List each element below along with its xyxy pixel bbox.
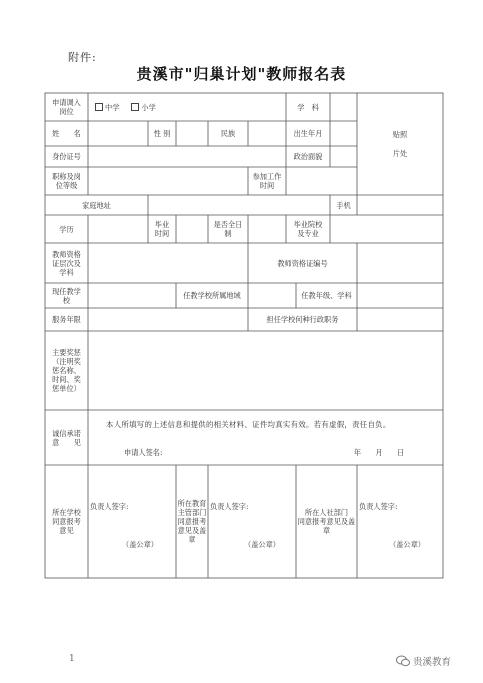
education-field[interactable] (88, 215, 148, 243)
current-school-label: 现任教学 校 (52, 286, 81, 305)
gender-field[interactable] (176, 121, 208, 146)
political-field[interactable] (330, 146, 357, 167)
date-label: 年 月 日 (353, 447, 405, 457)
cert-level-field[interactable] (88, 243, 248, 283)
leader-sign-school: 负责人签字: (90, 501, 129, 511)
school-opinion-label: 所在学校 同意报考 意见 (52, 508, 81, 535)
name-field[interactable] (88, 121, 148, 146)
leader-sign-hr: 负责人签字: (359, 501, 398, 511)
subject-field[interactable] (330, 93, 357, 121)
school-area-label: 任教学校所属地域 (183, 291, 241, 300)
attachment-label: 附件: (68, 51, 97, 64)
subject-label: 学 科 (297, 102, 319, 112)
school-opinion-field[interactable] (88, 465, 176, 578)
name-label: 姓 名 (52, 129, 81, 138)
admin-post-label: 担任学校何种行政职务 (266, 315, 339, 324)
address-field[interactable] (148, 195, 330, 215)
gender-label: 性 别 (153, 129, 171, 138)
middle-school-option-label: 中学 (105, 102, 120, 112)
address-label: 家庭地址 (82, 200, 111, 210)
cert-no-label: 教师资格证编号 (277, 258, 328, 268)
bureau-opinion-field[interactable] (208, 465, 296, 578)
grade-subject-label: 任教年级、学科 (301, 291, 352, 300)
cert-no-field[interactable] (357, 243, 443, 283)
applicant-sign-field[interactable] (184, 446, 344, 458)
applicant-sign-label: 申请人签名: (124, 447, 163, 457)
integrity-statement: 本人所填写的上述信息和提供的相关材料、证件均真实有效。若有虚假，责任自负。 (106, 420, 391, 429)
primary-school-option-label: 小学 (141, 102, 156, 112)
phone-label: 手机 (336, 200, 351, 210)
birth-field[interactable] (330, 121, 357, 146)
service-years-label: 服务年限 (52, 315, 81, 324)
leader-sign-bureau: 负责人签字: (210, 501, 249, 511)
grad-school-label: 毕业院校 及专业 (293, 220, 323, 238)
fulltime-label: 是否全日 制 (213, 220, 243, 238)
integrity-label: 诚信承诺 意 见 (52, 428, 81, 447)
ethnicity-field[interactable] (248, 121, 286, 146)
form-title: 贵溪市"归巢计划"教师报名表 (136, 65, 347, 83)
current-school-field[interactable] (88, 283, 176, 308)
hr-opinion-field[interactable] (357, 465, 443, 578)
position-options (95, 93, 285, 121)
hr-opinion-label: 所在人社部门 同意报考意见及盖 章 (297, 508, 356, 535)
title-field[interactable] (88, 167, 248, 195)
admin-post-field[interactable] (357, 308, 443, 331)
political-label: 政治面貌 (293, 152, 323, 161)
seal-school: （盖公章） (122, 539, 158, 549)
grade-subject-field[interactable] (357, 283, 443, 308)
watermark-text: 贵溪教育 (413, 657, 452, 668)
photo-label-line1: 贴照 (392, 130, 408, 139)
title-label: 职称及岗 位等级 (52, 172, 81, 190)
bureau-opinion-label: 所在教育 主管部门 同意报考 意见及盖 章 (177, 499, 207, 544)
education-label: 学历 (59, 224, 74, 234)
awards-field[interactable] (88, 331, 443, 410)
ethnicity-label: 民族 (220, 129, 236, 138)
middle-school-checkbox[interactable] (95, 103, 103, 111)
position-label: 申请调入 岗位 (52, 98, 81, 116)
fulltime-field[interactable] (248, 215, 286, 243)
work-start-label: 参加工作 时间 (252, 172, 282, 190)
wechat-icon (396, 655, 410, 667)
service-years-field[interactable] (88, 308, 248, 331)
id-field[interactable] (88, 146, 286, 167)
photo-area[interactable] (357, 93, 443, 195)
school-area-field[interactable] (248, 283, 296, 308)
id-label: 身份证号 (52, 152, 81, 161)
birth-label: 出生年月 (293, 129, 323, 138)
grad-time-label: 毕业 时间 (154, 220, 170, 238)
photo-label-line2: 片处 (392, 149, 408, 158)
awards-label: 主要奖惩 （注明奖 惩名称、 时间、奖 惩单位） (52, 348, 81, 393)
primary-school-checkbox[interactable] (131, 103, 139, 111)
phone-field[interactable] (357, 195, 443, 215)
work-start-field[interactable] (286, 167, 357, 195)
page-mark: 1 (69, 654, 75, 664)
seal-hr: （盖公章） (389, 539, 425, 549)
grad-time-field[interactable] (176, 215, 208, 243)
seal-bureau: （盖公章） (244, 539, 280, 549)
watermark (396, 654, 451, 668)
grad-school-field[interactable] (330, 215, 443, 243)
cert-level-label: 教师资格 证层次及 学科 (52, 249, 81, 277)
